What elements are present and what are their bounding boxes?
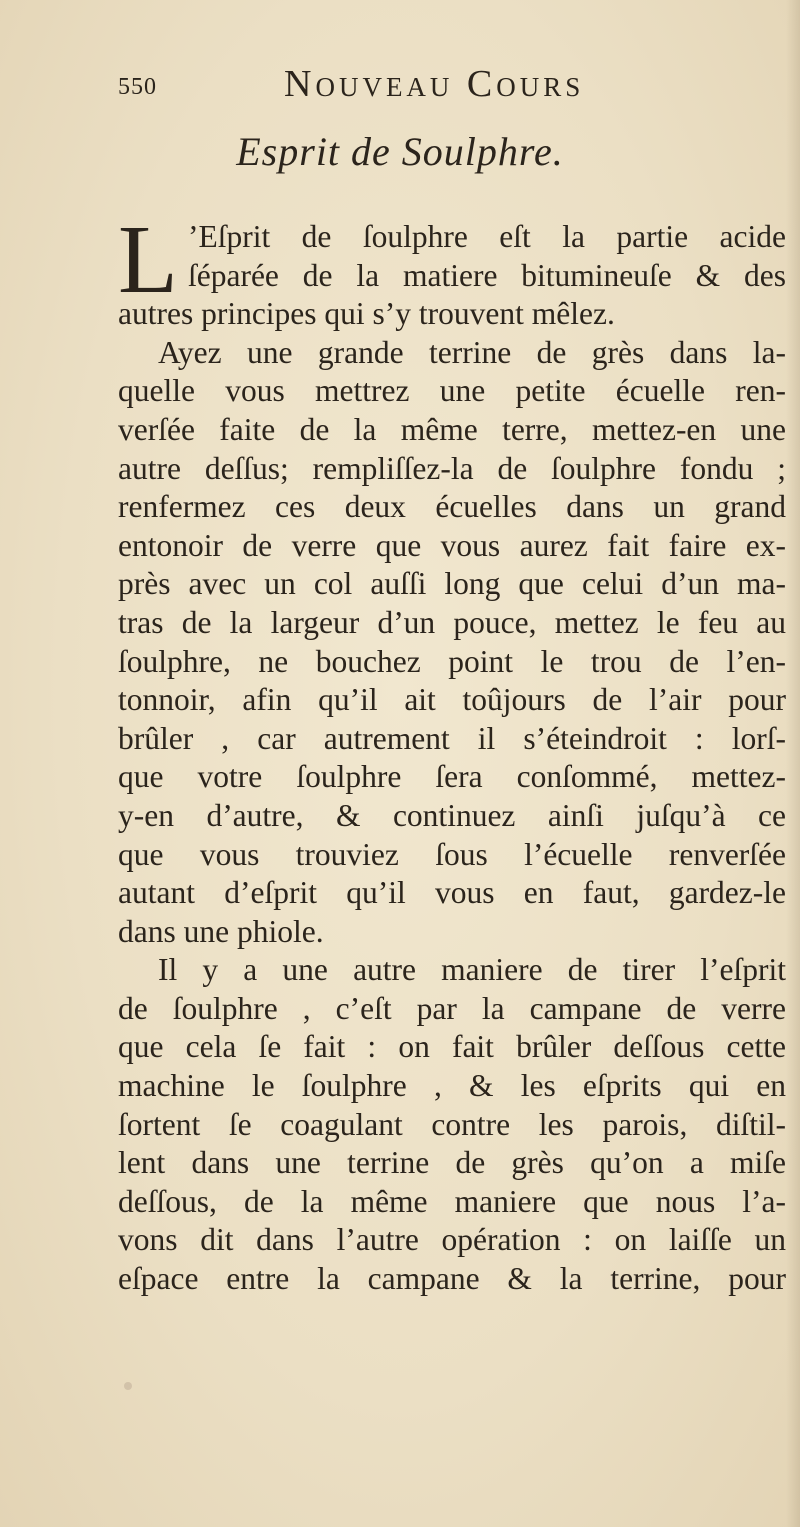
text-line: vons dit dans l’autre opération : on laiſſe un: [118, 1222, 786, 1258]
text-line: ſéparée de la matiere bitumineuſe & des: [188, 257, 786, 293]
text-line: tonnoir, afin qu’il ait toûjours de l’air pour: [118, 682, 786, 718]
text-line: verſée faite de la même terre, mettez-en une: [118, 411, 786, 447]
text-line: que vous trouviez ſous l’écuelle renverſée: [118, 836, 786, 872]
text-line: près avec un col auſſi long que celui d’un ma-: [118, 566, 786, 602]
text-line: Il y a une autre maniere de tirer l’eſprit: [158, 952, 786, 988]
text-line: Ayez une grande terrine de grès dans la-: [158, 334, 786, 370]
paragraph-2: [118, 334, 786, 952]
drop-capital: L: [118, 206, 178, 314]
text-line: autres principes qui s’y trouvent mêlez.: [118, 296, 615, 332]
ink-spot: [124, 1382, 132, 1390]
text-line: y-en d’autre, & continuez ainſi juſqu’à ce: [118, 797, 786, 833]
text-line: entonoir de verre que vous aurez fait faire ex-: [118, 527, 786, 563]
text-line: autant d’eſprit qu’il vous en faut, gardez-le: [118, 875, 786, 911]
text-line: ’Eſprit de ſoulphre eſt la partie acide: [188, 219, 786, 254]
page-edge-shadow: [786, 0, 800, 1527]
text-line: ſoulphre, ne bouchez point le trou de l’en-: [118, 643, 786, 679]
paragraph-1: [118, 206, 786, 334]
text-line: lent dans une terrine de grès qu’on a miſe: [118, 1145, 786, 1181]
text-line: autre deſſus; rempliſſez-la de ſoulphre fondu ;: [118, 450, 786, 486]
text-line: deſſous, de la même maniere que nous l’a-: [118, 1183, 786, 1219]
text-line: que cela ſe fait : on fait brûler deſſous cette: [118, 1029, 786, 1065]
page-number: 550: [118, 74, 157, 100]
text-line: ſortent ſe coagulant contre les parois, diſtil-: [118, 1106, 786, 1142]
page-header: [118, 62, 678, 112]
text-line: eſpace entre la campane & la terrine, pour: [118, 1261, 786, 1297]
paragraph-3: [118, 951, 786, 1298]
section-title: Esprit de Soulphre.: [236, 129, 564, 174]
text-line: renfermez ces deux écuelles dans un grand: [118, 489, 786, 525]
text-line: quelle vous mettrez une petite écuelle ren-: [118, 373, 786, 409]
text-line: brûler , car autrement il s’éteindroit : lorſ-: [118, 720, 786, 756]
text-line: machine le ſoulphre , & les eſprits qui en: [118, 1068, 786, 1104]
text-line: dans une phiole.: [118, 913, 324, 949]
text-line: de ſoulphre , c’eſt par la campane de verre: [118, 990, 786, 1026]
body-text: [118, 206, 786, 1299]
running-head: Nouveau Cours: [284, 63, 585, 105]
text-line: que votre ſoulphre ſera conſommé, mettez-: [118, 759, 786, 795]
text-line: tras de la largeur d’un pouce, mettez le feu au: [118, 604, 786, 640]
